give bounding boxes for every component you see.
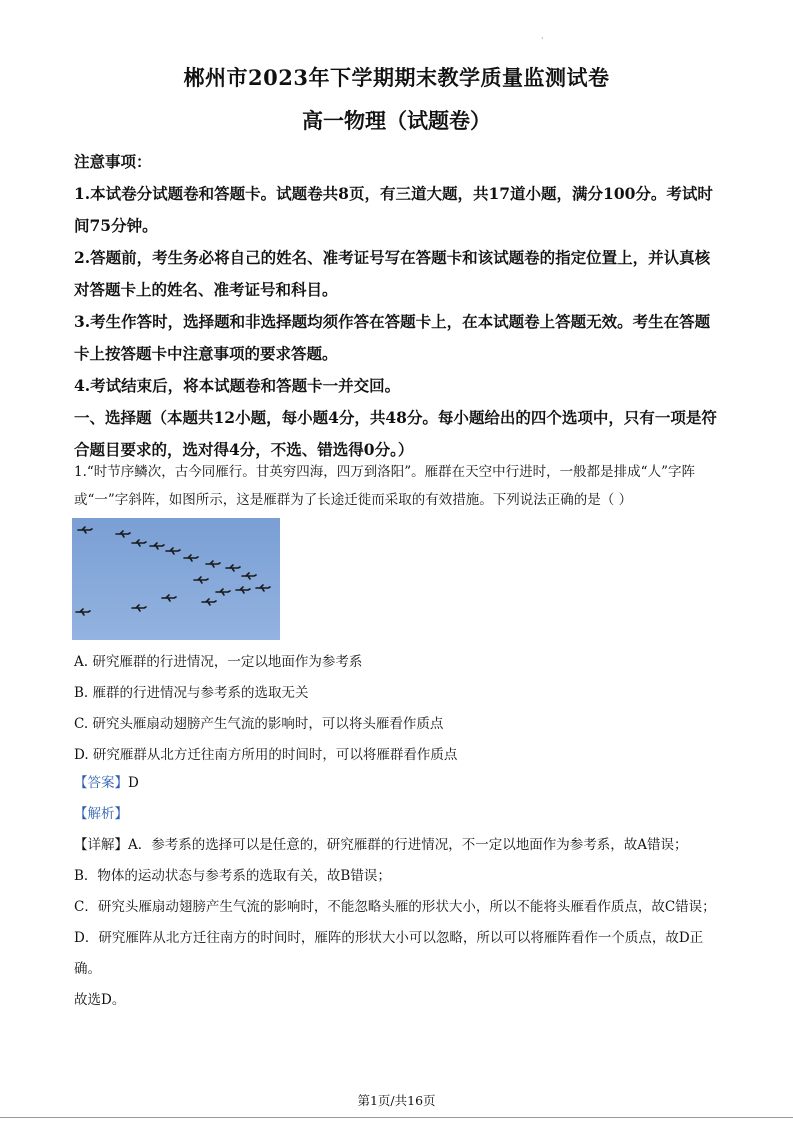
detail-line: B．物体的运动状态与参考系的选取有关，故B错误； [74, 868, 391, 884]
notice-item: 2.答题前，考生务必将自己的姓名、准考证号写在答题卡和该试题卷的指定位置上，并认真核对答题卡上的姓名、准考证号和科目。 [74, 248, 711, 299]
option-b: B. 雁群的行进情况与参考系的选取无关 [74, 685, 309, 701]
conclusion-line: 故选D。 [74, 992, 126, 1008]
exam-subtitle: 高一物理（试题卷） [302, 108, 491, 133]
answer-line [74, 768, 724, 799]
section-heading: 一、选择题（本题共12小题，每小题4分，共48分。每小题给出的四个选项中，只有一项是符合题目要求的，选对得4分，不选、错选得0分。） [74, 408, 717, 459]
notice-item: 3.考生作答时，选择题和非选择题均须作答在答题卡上，在本试题卷上答题无效。考生在答题卡上按答题卡中注意事项的要求答题。 [74, 312, 711, 363]
analysis-line [74, 799, 724, 830]
question-stem: 1.“时节序鳞次，古今同雁行。甘英穷四海，四万到洛阳”。雁群在天空中行进时，一般都是排成“人”字阵或“一”字斜阵，如图所示，这是雁群为了长途迁徙而采取的有效措施。下列说法正确的是（ ） [74, 464, 695, 508]
detail-tag: 【详解】 [74, 837, 128, 853]
geese-photo [72, 518, 280, 640]
option-a: A. 研究雁群的行进情况，一定以地面作为参考系 [74, 654, 363, 670]
analysis-tag: 【解析】 [74, 806, 128, 822]
option-c: C. 研究头雁扇动翅膀产生气流的影响时，可以将头雁看作质点 [74, 716, 444, 732]
page-number: 第1页/共16页 [357, 1093, 436, 1108]
notice-block [74, 146, 724, 466]
detail-line [74, 830, 724, 861]
detail-line: C．研究头雁扇动翅膀产生气流的影响时，不能忽略头雁的形状大小，所以不能将头雁看作质点，故C错误； [74, 899, 716, 915]
answer-value: D [128, 775, 139, 791]
notice-item: 1.本试卷分试题卷和答题卡。试题卷共8页，有三道大题，共17道小题，满分100分。考试时间75分钟。 [74, 184, 713, 235]
notice-item: 4.考试结束后，将本试题卷和答题卡一并交回。 [74, 376, 401, 395]
scan-dot: · [541, 34, 544, 43]
answer-section [74, 768, 724, 1016]
answer-tag: 【答案】 [74, 775, 128, 791]
exam-title: 郴州市2023年下学期期末教学质量监测试卷 [183, 65, 610, 90]
detail-text: A．参考系的选择可以是任意的，研究雁群的行进情况，不一定以地面作为参考系，故A错误； [128, 837, 688, 853]
detail-line: D．研究雁阵从北方迁往南方的时间时，雁阵的形状大小可以忽略，所以可以将雁阵看作一个质点，故D正确。 [74, 930, 704, 977]
option-d: D. 研究雁群从北方迁往南方所用的时间时，可以将雁群看作质点 [74, 747, 458, 763]
notice-heading: 注意事项： [74, 152, 152, 171]
bottom-rule [0, 1117, 793, 1118]
